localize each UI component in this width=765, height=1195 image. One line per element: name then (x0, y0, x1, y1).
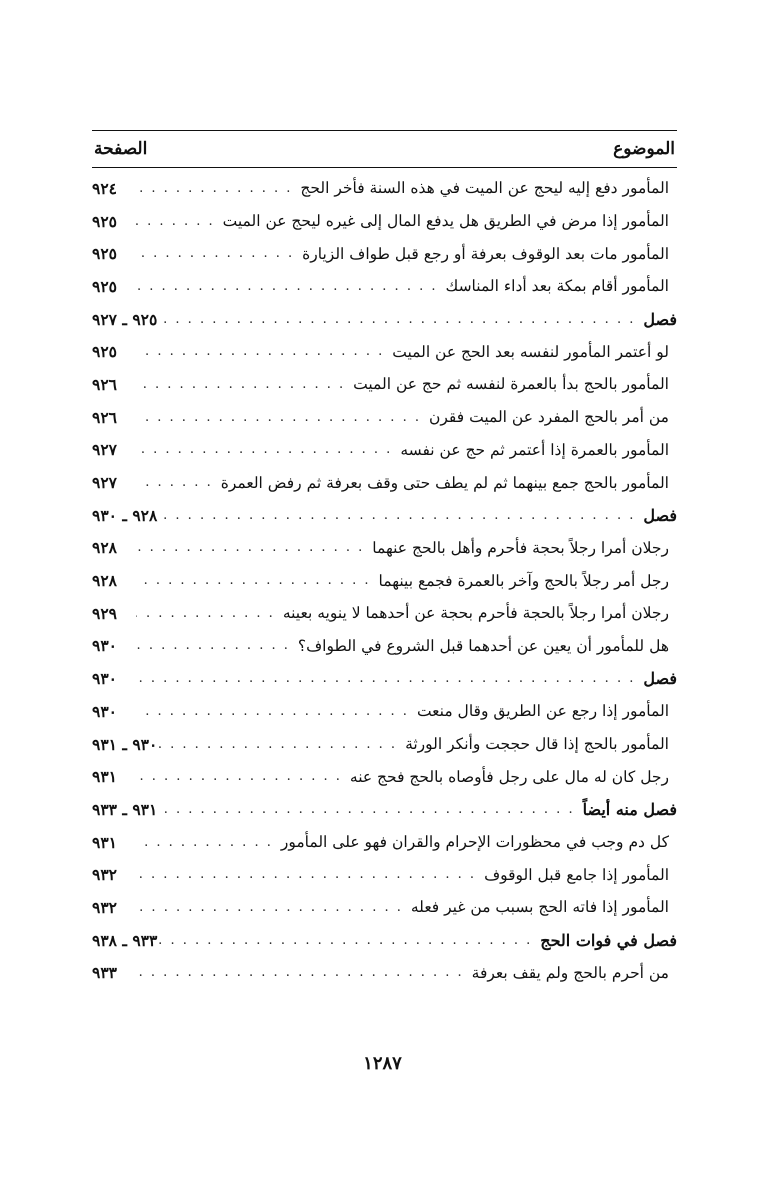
header-bottom-rule (92, 167, 677, 168)
entry-page-number: ٩٣٣ ـ ٩٣٨ (92, 930, 158, 950)
toc-section-row (92, 793, 677, 826)
toc-section-row (92, 924, 677, 957)
toc-entry-row (92, 434, 677, 467)
dot-leader (136, 181, 300, 196)
entry-title: المأمور إذا مرض في الطريق هل يدفع المال إلى غيره ليحج عن الميت (222, 212, 669, 231)
section-title: فصل منه أيضاً (582, 799, 677, 819)
entry-page-number: ٩٣٠ (92, 701, 117, 721)
entry-title: المأمور دفع إليه ليحج عن الميت في هذه السنة فأخر الحج (300, 179, 669, 198)
entry-page-number: ٩٣١ (92, 767, 117, 787)
toc-header (92, 131, 677, 167)
dot-leader (157, 508, 643, 523)
dot-leader (136, 769, 350, 784)
dot-leader (136, 638, 298, 653)
toc-entry-row (92, 695, 677, 728)
entry-title: رجلان أمرا رجلاً بحجة فأحرم وأهل بالحج عنهما (372, 538, 669, 557)
section-title: فصل (643, 505, 677, 525)
dot-leader (136, 246, 302, 261)
entry-page-number: ٩٢٥ (92, 276, 117, 296)
toc-entry-row (92, 760, 677, 793)
entry-page-number: ٩٣٠ (92, 669, 117, 689)
entry-page-number: ٩٢٧ (92, 473, 117, 493)
dot-leader (157, 312, 643, 327)
entry-title: رجل أمر رجلاً بالحج وآخر بالعمرة فجمع بينهما (378, 571, 669, 590)
entry-page-number: ٩٢٤ (92, 178, 117, 198)
toc-entries (92, 172, 677, 989)
entry-title: من أحرم بالحج ولم يقف بعرفة (471, 963, 669, 982)
entry-title: المأمور إذا جامع قبل الوقوف (484, 865, 669, 884)
entry-page-number: ٩٢٦ (92, 407, 117, 427)
toc-entry-row (92, 205, 677, 238)
toc-entry-row (92, 172, 677, 205)
dot-leader (136, 442, 400, 457)
toc-entry-row (92, 466, 677, 499)
toc-entry-row (92, 368, 677, 401)
toc-section-row (92, 303, 677, 336)
entry-page-number: ٩٢٦ (92, 374, 117, 394)
dot-leader (136, 344, 392, 359)
entry-title: كل دم وجب في محظورات الإحرام والقران فهو على المأمور (280, 833, 669, 852)
dot-leader (136, 540, 372, 555)
toc-entry-row (92, 564, 677, 597)
entry-title: رجل كان له مال على رجل فأوصاه بالحج فحج عنه (349, 767, 669, 786)
dot-leader (136, 573, 379, 588)
toc-entry-row (92, 630, 677, 663)
toc-entry-row (92, 728, 677, 761)
dot-leader (136, 606, 283, 621)
section-title: فصل في فوات الحج (540, 930, 677, 950)
entry-page-number: ٩٢٧ (92, 440, 117, 460)
entry-page-number: ٩٣١ ـ ٩٣٣ (92, 799, 158, 819)
dot-leader (136, 704, 417, 719)
entry-page-number: ٩٢٥ ـ ٩٢٧ (92, 309, 158, 329)
dot-leader (136, 279, 446, 294)
entry-title: المأمور أقام بمكة بعد أداء المناسك (445, 277, 669, 296)
dot-leader (136, 867, 484, 882)
dot-leader (157, 737, 405, 752)
toc-entry-row (92, 237, 677, 270)
entry-page-number: ٩٣٢ (92, 897, 117, 917)
entry-title: المأمور إذا فاته الحج بسبب من غير فعله (410, 898, 669, 917)
subject-column-label: الموضوع (613, 139, 675, 159)
dot-leader (136, 475, 221, 490)
toc-entry-row (92, 597, 677, 630)
toc-entry-row (92, 957, 677, 990)
toc-entry-row (92, 826, 677, 859)
toc-entry-row (92, 891, 677, 924)
entry-page-number: ٩٢٥ (92, 342, 117, 362)
toc-section-row (92, 662, 677, 695)
entry-page-number: ٩٢٨ ـ ٩٣٠ (92, 505, 158, 525)
dot-leader (136, 900, 411, 915)
entry-page-number: ٩٢٥ (92, 244, 117, 264)
section-title: فصل (643, 669, 677, 689)
entry-page-number: ٩٢٨ (92, 571, 117, 591)
dot-leader (136, 835, 281, 850)
entry-title: المأمور بالحج جمع بينهما ثم لم يطف حتى وقف بعرفة ثم رفض العمرة (220, 473, 669, 492)
entry-title: هل للمأمور أن يعين عن أحدهما قبل الشروع في الطواف؟ (297, 636, 669, 655)
dot-leader (157, 933, 540, 948)
entry-page-number: ٩٢٨ (92, 538, 117, 558)
entry-title: رجلان أمرا رجلاً بالحجة فأحرم بحجة عن أحدهما لا ينويه بعينه (282, 604, 669, 623)
toc-entry-row (92, 858, 677, 891)
toc-section-row (92, 499, 677, 532)
entry-title: لو أعتمر المأمور لنفسه بعد الحج عن الميت (392, 342, 669, 361)
entry-page-number: ٩٣٠ (92, 636, 117, 656)
entry-page-number: ٩٢٥ (92, 211, 117, 231)
entry-title: المأمور بالعمرة إذا أعتمر ثم حج عن نفسه (400, 440, 669, 459)
section-title: فصل (643, 309, 677, 329)
entry-title: المأمور إذا رجع عن الطريق وقال منعت (416, 702, 669, 721)
entry-page-number: ٩٢٩ (92, 603, 117, 623)
entry-title: المأمور بالحج بدأ بالعمرة لنفسه ثم حج عن الميت (353, 375, 669, 394)
entry-title: المأمور بالحج إذا قال حججت وأنكر الورثة (405, 735, 669, 754)
entry-page-number: ٩٣٣ (92, 963, 117, 983)
toc-entry-row (92, 335, 677, 368)
page-number: ١٢٨٧ (363, 1053, 402, 1074)
dot-leader (136, 214, 223, 229)
toc-entry-row (92, 270, 677, 303)
entry-title: المأمور مات بعد الوقوف بعرفة أو رجع قبل طواف الزيارة (302, 244, 669, 263)
toc-entry-row (92, 401, 677, 434)
toc-page (92, 130, 677, 989)
page-column-label: الصفحة (94, 139, 148, 159)
entry-title: من أمر بالحج المفرد عن الميت فقرن (428, 408, 669, 427)
dot-leader (136, 410, 429, 425)
toc-entry-row (92, 532, 677, 565)
entry-page-number: ٩٣١ (92, 832, 117, 852)
entry-page-number: ٩٣٠ ـ ٩٣١ (92, 734, 158, 754)
dot-leader (136, 965, 472, 980)
dot-leader (136, 671, 643, 686)
dot-leader (157, 802, 582, 817)
dot-leader (136, 377, 353, 392)
entry-page-number: ٩٣٢ (92, 865, 117, 885)
